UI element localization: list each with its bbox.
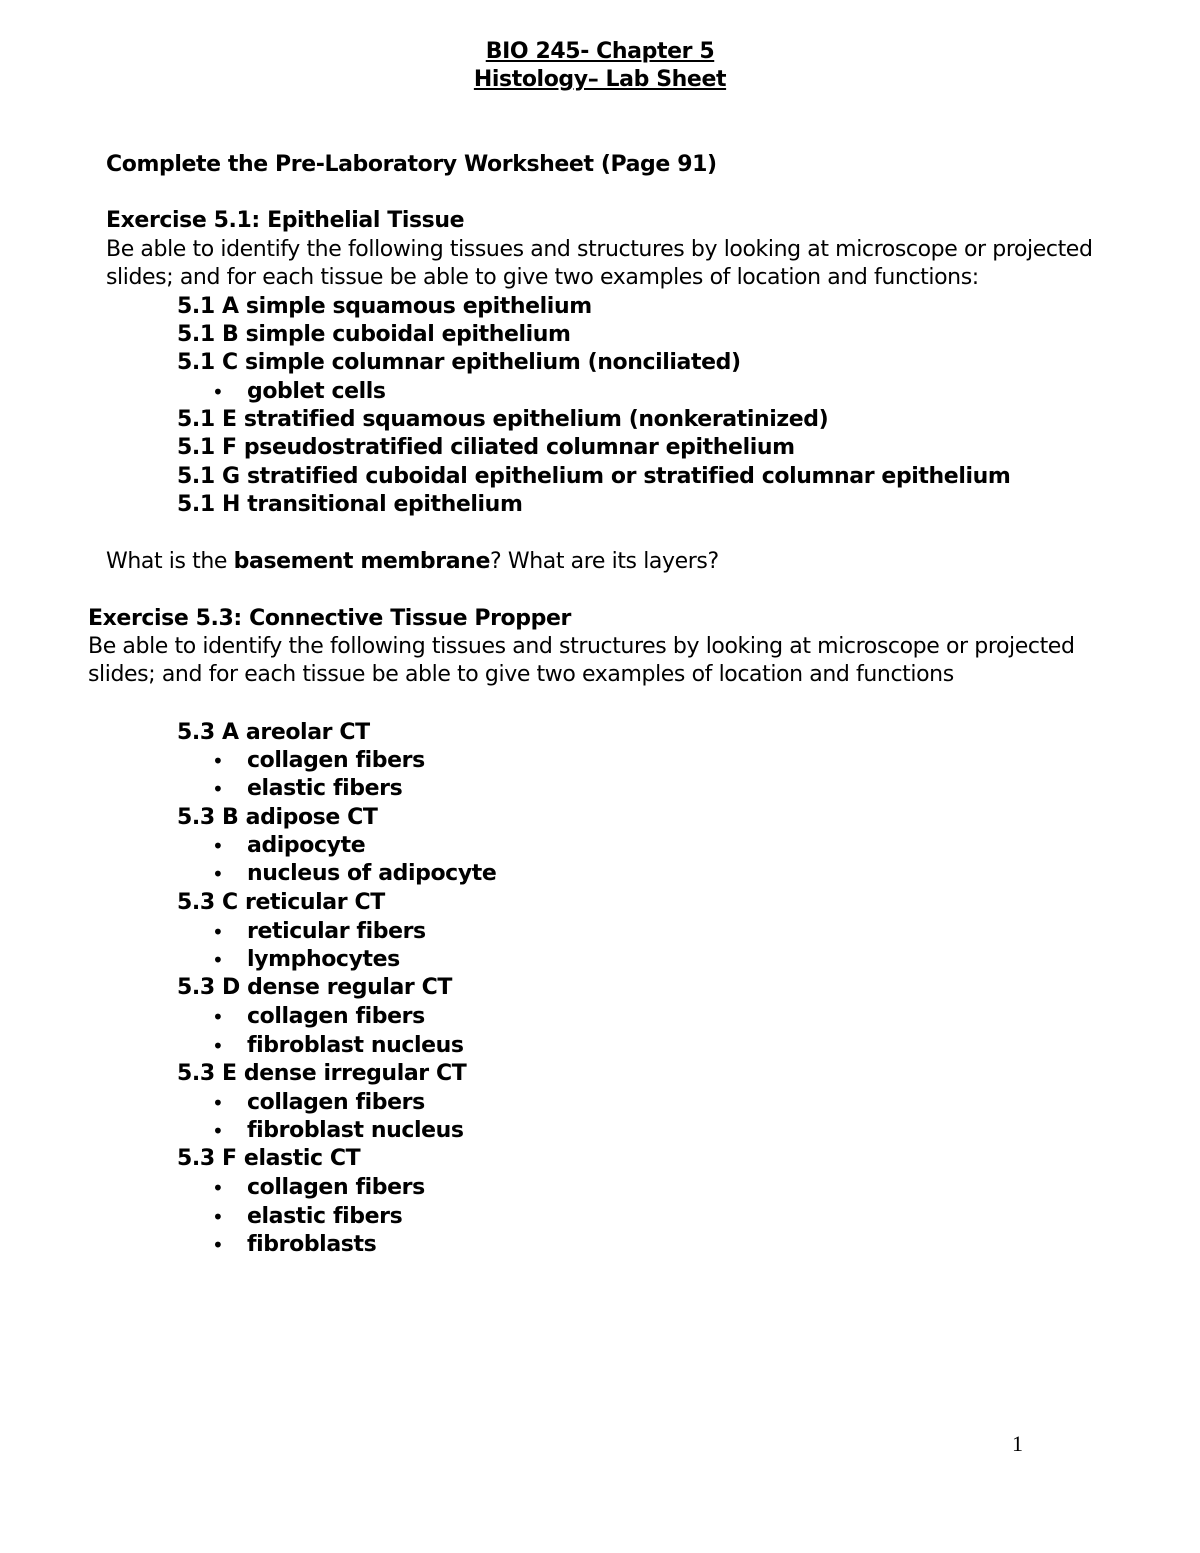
list-subitem: collagen fibers (247, 748, 425, 773)
list-item: 5.3 B adipose CT (177, 805, 378, 830)
question-keyword: basement membrane (233, 549, 490, 574)
bullet-icon: • (212, 834, 224, 858)
list-item: 5.1 C simple columnar epithelium (nonciliated) (177, 350, 741, 375)
list-subitem: lymphocytes (247, 947, 400, 972)
list-item: 5.1 G stratified cuboidal epithelium or stratified columnar epithelium (177, 464, 1011, 489)
list-item: 5.3 A areolar CT (177, 720, 370, 745)
bullet-icon: • (212, 862, 224, 886)
list-subitem: collagen fibers (247, 1004, 425, 1029)
list-item: 5.1 B simple cuboidal epithelium (177, 322, 571, 347)
exercise-5-1-intro: Be able to identify the following tissues and structures by looking at microscope or projected (106, 237, 1093, 262)
bullet-icon: • (212, 920, 224, 944)
list-subitem: fibroblast nucleus (247, 1118, 464, 1143)
list-item: 5.3 C reticular CT (177, 890, 385, 915)
list-subitem: collagen fibers (247, 1090, 425, 1115)
list-subitem: elastic fibers (247, 1204, 403, 1229)
bullet-icon: • (212, 777, 224, 801)
exercise-5-1-intro: slides; and for each tissue be able to give two examples of location and functions: (106, 265, 979, 290)
bullet-icon: • (212, 1176, 224, 1200)
document-title: BIO 245- Chapter 5 (485, 39, 715, 64)
question-text: ? What are its layers? (489, 549, 719, 574)
bullet-icon: • (212, 380, 224, 404)
list-subitem: elastic fibers (247, 776, 403, 801)
prelab-instruction: Complete the Pre-Laboratory Worksheet (Page 91) (106, 152, 717, 177)
bullet-icon: • (212, 749, 224, 773)
list-subitem: fibroblast nucleus (247, 1033, 464, 1058)
list-item: 5.3 E dense irregular CT (177, 1061, 467, 1086)
list-item: 5.1 F pseudostratified ciliated columnar epithelium (177, 435, 795, 460)
exercise-5-3-intro: Be able to identify the following tissues and structures by looking at microscope or projected (88, 634, 1075, 659)
list-subitem: reticular fibers (247, 919, 426, 944)
bullet-icon: • (212, 1034, 224, 1058)
list-subitem: collagen fibers (247, 1175, 425, 1200)
list-subitem: fibroblasts (247, 1232, 377, 1257)
list-subitem: goblet cells (247, 379, 386, 404)
list-subitem: nucleus of adipocyte (247, 861, 497, 886)
question-text: What is the (106, 549, 234, 574)
bullet-icon: • (212, 1091, 224, 1115)
exercise-5-3-intro: slides; and for each tissue be able to give two examples of location and functions (88, 662, 954, 687)
list-item: 5.1 A simple squamous epithelium (177, 294, 592, 319)
list-item: 5.3 F elastic CT (177, 1146, 361, 1171)
list-item: 5.3 D dense regular CT (177, 975, 452, 1000)
exercise-5-3-heading: Exercise 5.3: Connective Tissue Propper (88, 606, 571, 631)
basement-membrane-question (106, 548, 719, 576)
bullet-icon: • (212, 948, 224, 972)
list-item: 5.1 H transitional epithelium (177, 492, 523, 517)
bullet-icon: • (212, 1205, 224, 1229)
bullet-icon: • (212, 1119, 224, 1143)
document-subtitle: Histology– Lab Sheet (473, 67, 727, 92)
list-item: 5.1 E stratified squamous epithelium (nonkeratinized) (177, 407, 829, 432)
bullet-icon: • (212, 1233, 224, 1257)
bullet-icon: • (212, 1005, 224, 1029)
exercise-5-1-heading: Exercise 5.1: Epithelial Tissue (106, 208, 465, 233)
list-subitem: adipocyte (247, 833, 366, 858)
page-number: 1 (1012, 1431, 1023, 1456)
